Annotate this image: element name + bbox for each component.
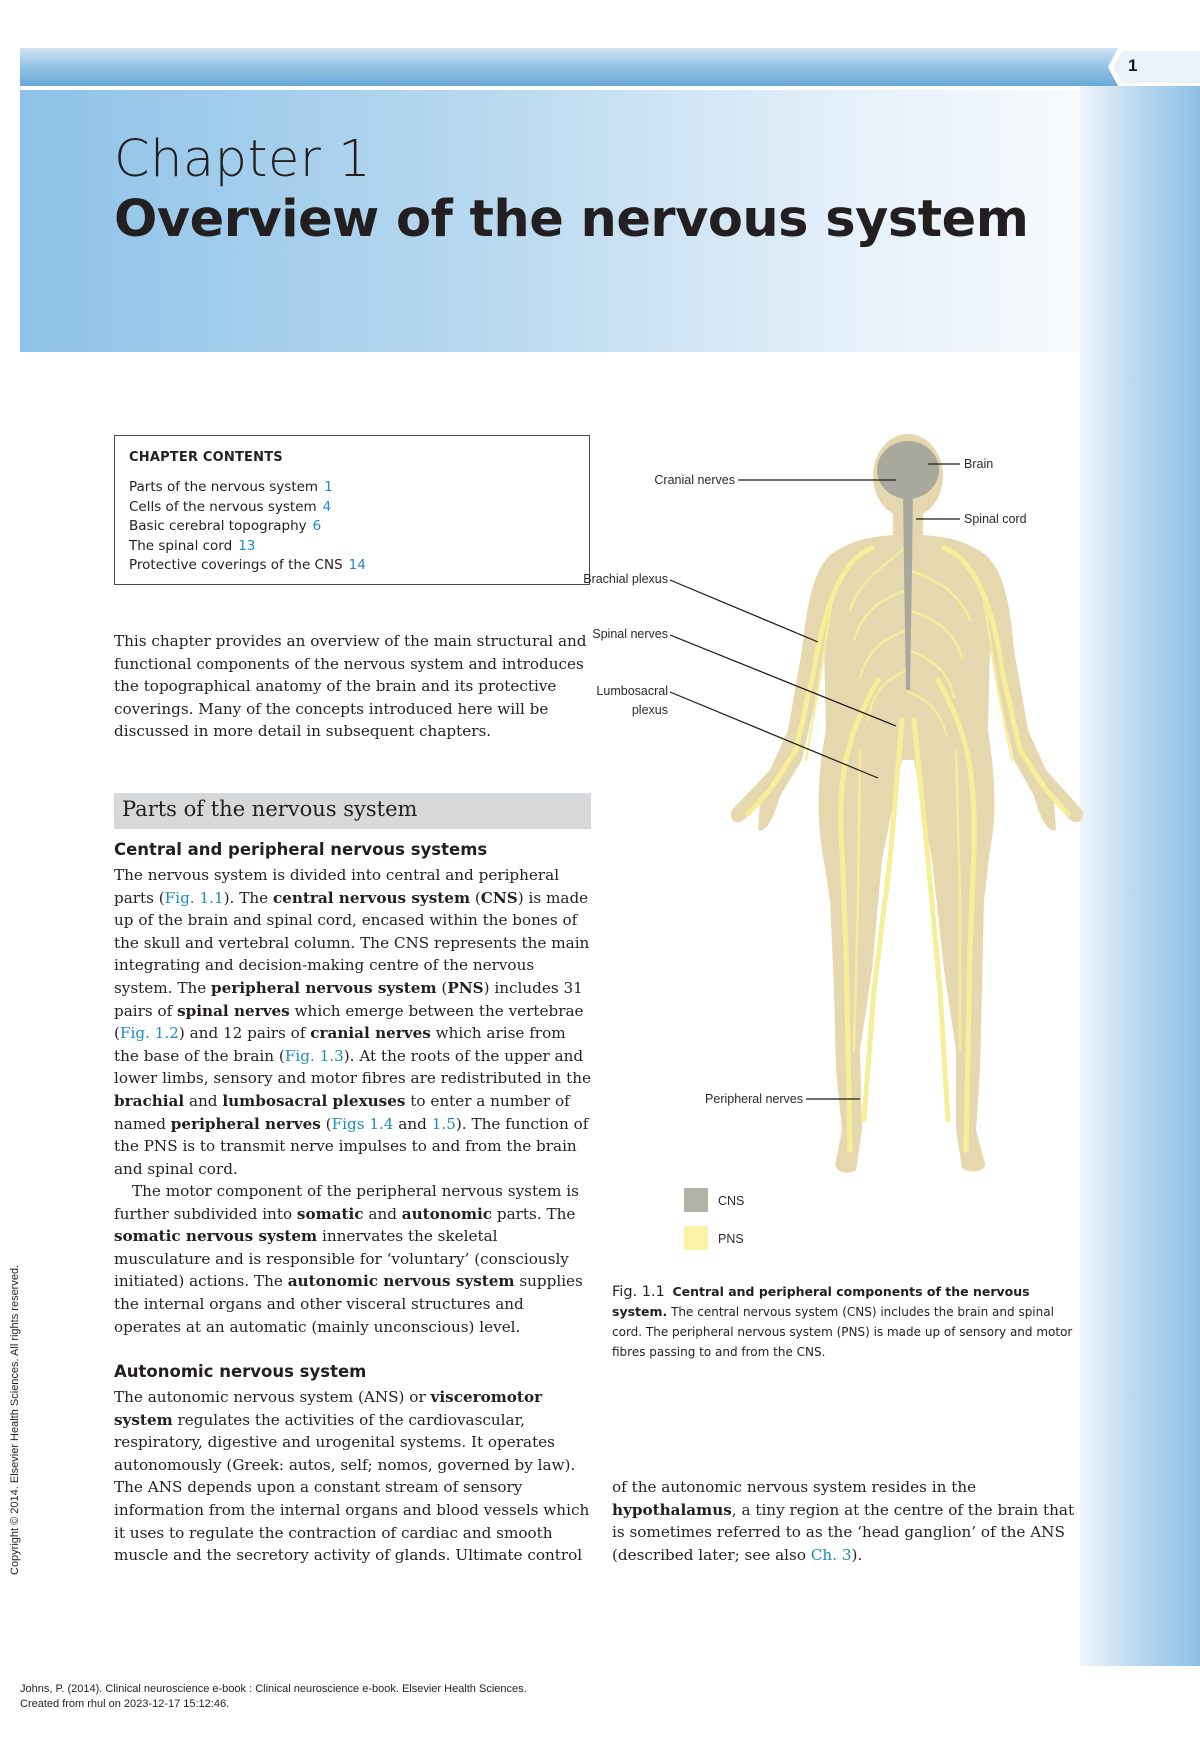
text-run: and [393,1114,432,1133]
bold-term: spinal nerves [177,1001,290,1020]
text-run: ). At the roots of the upper and lower limbs, sensory and motor fibres are redistributed in the [114,1046,591,1088]
chapter-title: Overview of the nervous system [114,190,1029,249]
text-run: ( [436,978,448,997]
contents-item-page[interactable]: 6 [312,518,322,534]
text-run: ) is made up of the brain and spinal cord, encased within the bones of the skull and vertebral column. The CNS represents the main integrating and decision-making centre of the nervous system. The [114,888,590,997]
side-copyright: Copyright © 2014. Elsevier Health Sciences. All rights reserved. [9,1264,21,1575]
figure-caption-title: Central and peripheral components of the nervous system. [612,1284,1030,1319]
bold-term: peripheral nervous system [211,978,437,997]
bold-term: brachial [114,1091,185,1110]
bold-term: central nervous system [272,888,471,907]
label-cranial-nerves: Cranial nerves [654,473,735,487]
contents-item[interactable] [129,498,575,518]
text-run: ). The function of the PNS is to transmit nerve impulses to and from the brain and spinal cord. [114,1114,589,1178]
contents-item[interactable] [129,556,575,576]
text-run: to enter a number of named [114,1091,570,1133]
bold-term: somatic [296,1204,364,1223]
bold-term: peripheral nerves [170,1114,321,1133]
cross-reference-link[interactable]: Ch. 3 [810,1545,852,1564]
nervous-system-figure [583,430,1080,1270]
text-run: parts. The [492,1204,576,1223]
text-run: ). The [223,888,273,907]
text-run: ( [470,888,481,907]
figure-legend [684,1188,744,1250]
chapter-contents-box [114,435,590,585]
figure-caption-text: The central nervous system (CNS) includes the brain and spinal cord. The peripheral nervous system (PNS) is made up of sensory and motor fibres passing to and from the CNS. [612,1305,1073,1359]
text-run: which emerge between the vertebrae ( [114,1001,584,1043]
label-brachial-plexus: Brachial plexus [583,572,668,586]
footer-citation: Johns, P. (2014). Clinical neuroscience e-book : Clinical neuroscience e-book. Elsevier Health Sciences. [20,1683,527,1695]
page-number: 1 [1128,56,1138,75]
bold-term: lumbosacral plexuses [222,1091,406,1110]
contents-item[interactable] [129,537,575,557]
bold-term: cranial nerves [310,1024,431,1043]
contents-item-label: Parts of the nervous system [129,479,319,495]
contents-item-page[interactable]: 13 [238,537,256,554]
contents-item-label: Protective coverings of the CNS [129,557,343,573]
text-run: ) includes 31 pairs of [114,978,583,1020]
bold-term: PNS [447,978,484,997]
top-banner [20,48,1180,86]
cross-reference-link[interactable]: Fig. 1.3 [284,1046,344,1065]
label-spinal-cord: Spinal cord [964,512,1027,526]
cross-reference-link[interactable]: 1.5 [431,1114,456,1133]
text-run: , a tiny region at the centre of the brain that is sometimes referred to as the ‘head ganglion’ of the ANS (described later; see also [612,1500,1075,1564]
subheading-central-peripheral: Central and peripheral nervous systems [114,840,488,859]
text-run: ( [320,1114,332,1133]
text-run: supplies the internal organs and other visceral structures and operates at an automatic (mainly unconscious) level. [114,1272,583,1336]
legend-swatch-pns [684,1226,708,1250]
figure-number: Fig. 1.1 [612,1284,665,1300]
contents-item[interactable] [129,517,575,537]
text-run: The autonomic nervous system (ANS) or [114,1388,431,1406]
label-peripheral-nerves: Peripheral nerves [705,1092,803,1106]
chapter-label: Chapter 1 [114,130,372,189]
contents-item-label: Cells of the nervous system [129,498,317,515]
legend-label-pns: PNS [718,1232,744,1246]
contents-heading: CHAPTER CONTENTS [129,450,283,465]
label-spinal-nerves: Spinal nerves [592,627,668,641]
text-run: innervates the skeletal musculature and is responsible for ‘voluntary’ (consciously initiated) actions. The [114,1227,569,1291]
text-run: regulates the activities of the cardiovascular, respiratory, digestive and urogenital systems. It operates autonomously (Greek: autos, self; nomos, governed by law). The ANS depends upon a constant stream of sensory information from the internal organs and blood vessels which it uses to regulate the contraction of cardiac and smooth muscle and the secretory activity of glands. Ultimate control [114,1410,590,1565]
text-run: ). [851,1545,863,1564]
cross-reference-link[interactable]: Fig. 1.1 [164,888,224,907]
bold-term: autonomic [401,1204,493,1223]
text-run: The nervous system is divided into central and peripheral parts ( [114,866,560,907]
paragraph-central-peripheral [114,864,594,1180]
paragraph-somatic-autonomic [114,1180,594,1338]
contents-item-label: Basic cerebral topography [129,518,307,534]
chapter-intro: This chapter provides an overview of the main structural and functional components of the nervous system and introduces the topographical anatomy of the brain and its protective coverings. Many of the concepts introduced here will be discussed in more detail in subsequent chapters. [114,632,587,741]
contents-item-label: The spinal cord [129,537,233,554]
subheading-autonomic: Autonomic nervous system [114,1362,367,1381]
text-run: and [363,1204,402,1223]
label-lumbosacral: Lumbosacral [596,684,668,698]
text-run: of the autonomic nervous system resides in the [612,1478,977,1496]
right-margin-stripe [1080,86,1200,1666]
contents-item[interactable] [129,478,575,498]
page-number-tab [1108,48,1200,86]
bold-term: autonomic nervous system [287,1272,515,1291]
cross-reference-link[interactable]: Figs 1.4 [331,1114,394,1133]
paragraph-autonomic-continued [612,1476,1082,1566]
text-run: ) and 12 pairs of [178,1024,311,1043]
text-run: which arise from the base of the brain ( [114,1024,566,1065]
paragraph-autonomic [114,1386,594,1567]
text-run: The motor component of the peripheral nervous system is further subdivided into [114,1182,579,1223]
section-title: Parts of the nervous system [122,797,418,821]
bold-term: visceromotor system [114,1388,543,1429]
text-run: and [184,1091,223,1110]
legend-swatch-cns [684,1188,708,1212]
contents-item-page[interactable]: 14 [348,557,366,573]
cross-reference-link[interactable]: Fig. 1.2 [119,1024,179,1043]
footer-created: Created from rhul on 2023-12-17 15:12:46. [20,1698,230,1710]
label-brain: Brain [964,457,994,471]
contents-item-page[interactable]: 1 [324,479,333,495]
legend-label-cns: CNS [718,1194,745,1208]
figure-caption [612,1282,1082,1362]
bold-term: hypothalamus [612,1500,732,1519]
contents-item-page[interactable]: 4 [322,498,332,515]
page-footer [20,1682,527,1712]
bold-term: somatic nervous system [114,1227,318,1246]
bold-term: CNS [480,888,518,907]
label-plexus: plexus [631,703,668,717]
